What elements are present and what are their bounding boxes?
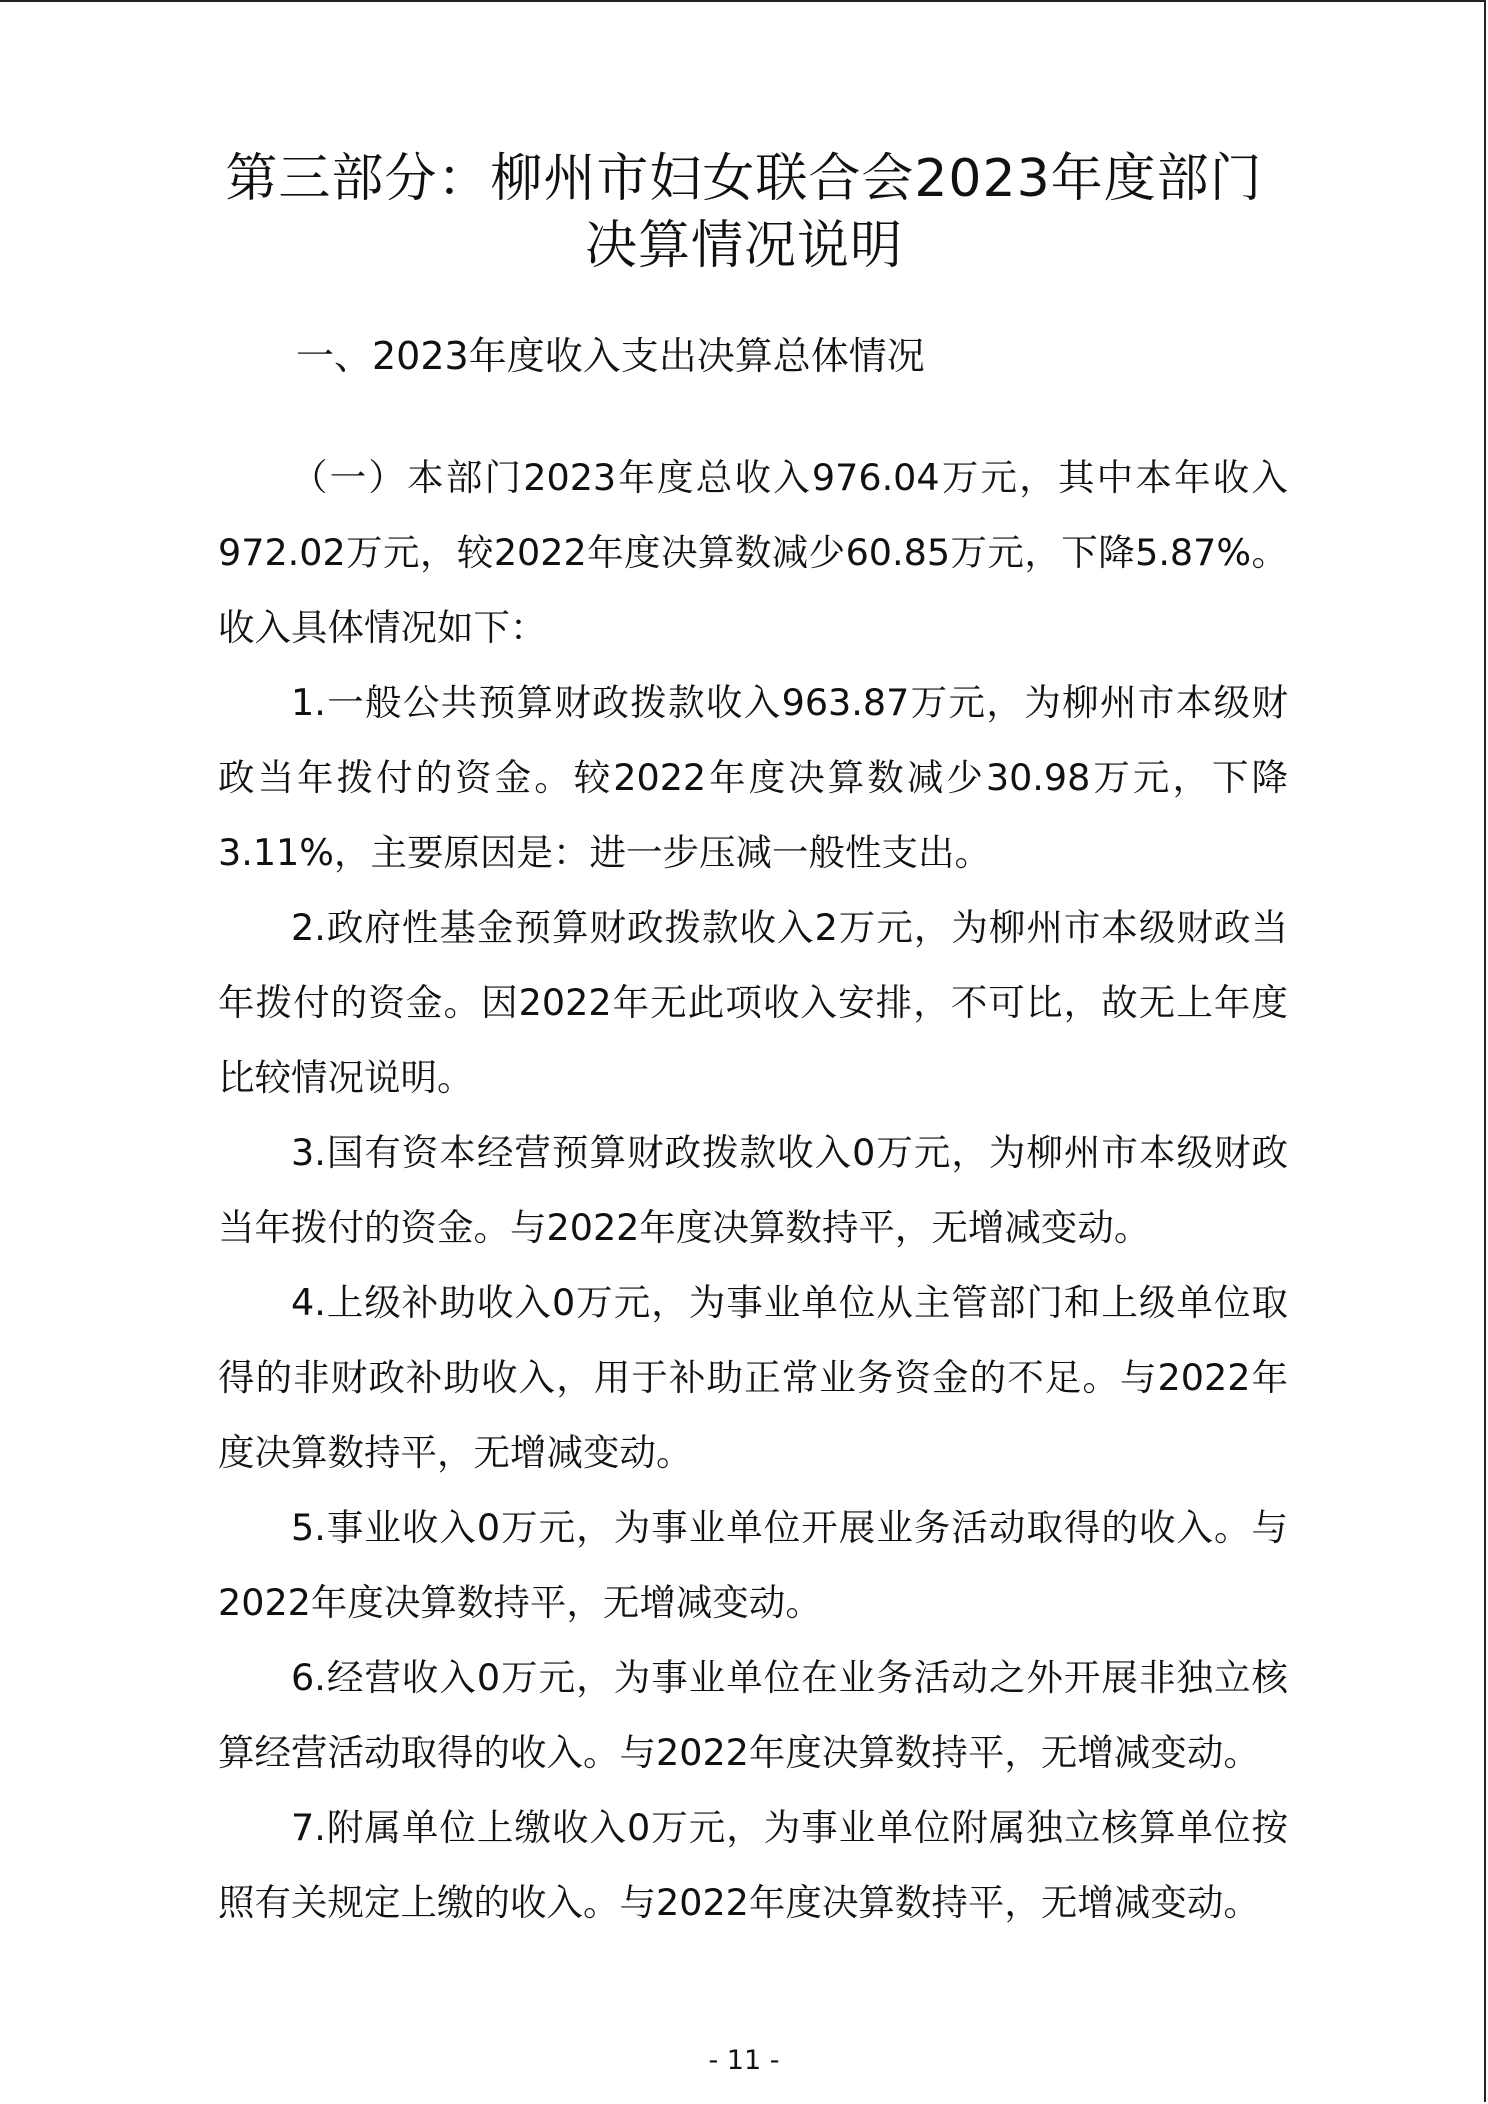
paragraph-total-income: （一）本部门2023年度总收入976.04万元，其中本年收入972.02万元，较2022年度决算数减少60.85万元，下降5.87%。收入具体情况如下： — [218, 456, 1288, 649]
section-heading: 一、2023年度收入支出决算总体情况 — [296, 334, 925, 378]
page-number: - 11 - — [708, 2045, 780, 2076]
title-line-2: 决算情况说明 — [584, 216, 903, 276]
paragraph-item-2: 2.政府性基金预算财政拨款收入2万元，为柳州市本级财政当年拨付的资金。因2022年无此项收入安排，不可比，故无上年度比较情况说明。 — [218, 906, 1288, 1099]
paragraph-item-3: 3.国有资本经营预算财政拨款收入0万元，为柳州市本级财政当年拨付的资金。与2022年度决算数持平，无增减变动。 — [218, 1131, 1288, 1249]
paragraph-item-6: 6.经营收入0万元，为事业单位在业务活动之外开展非独立核算经营活动取得的收入。与2022年度决算数持平，无增减变动。 — [218, 1656, 1288, 1774]
title-line-1: 第三部分：柳州市妇女联合会2023年度部门 — [225, 149, 1263, 209]
paragraph-item-5: 5.事业收入0万元，为事业单位开展业务活动取得的收入。与2022年度决算数持平，无增减变动。 — [218, 1506, 1288, 1624]
paragraph-item-1: 1.一般公共预算财政拨款收入963.87万元，为柳州市本级财政当年拨付的资金。较2022年度决算数减少30.98万元，下降3.11%，主要原因是：进一步压减一般性支出。 — [218, 681, 1288, 874]
paragraph-item-4: 4.上级补助收入0万元，为事业单位从主管部门和上级单位取得的非财政补助收入，用于补助正常业务资金的不足。与2022年度决算数持平，无增减变动。 — [218, 1281, 1288, 1474]
page-title — [150, 146, 1338, 280]
body-text — [218, 440, 1288, 1940]
paragraph-item-7: 7.附属单位上缴收入0万元，为事业单位附属独立核算单位按照有关规定上缴的收入。与2022年度决算数持平，无增减变动。 — [218, 1806, 1288, 1924]
